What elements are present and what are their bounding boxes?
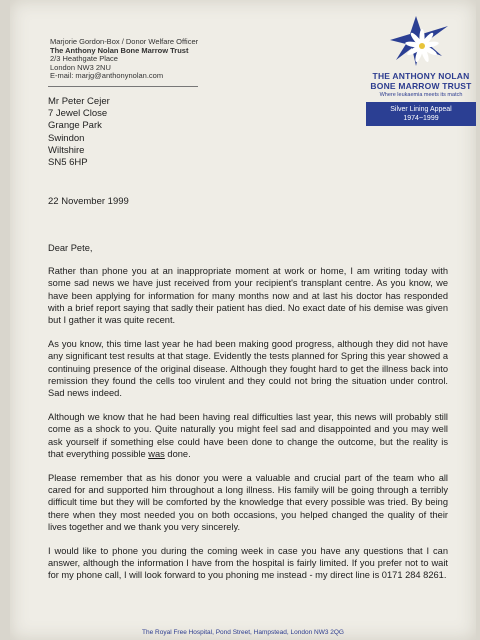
paragraph-3-text: Although we know that he had been having real difficulties last year, this news will probably still come as a shock to you. Quite naturally you might feel sad and disappointed and you may well ask yourself if something else could have been done to change the outcome, but the reality is that everything possible bbox=[48, 412, 448, 459]
paragraph-3 bbox=[48, 411, 448, 460]
sender-block bbox=[50, 38, 198, 81]
header-divider bbox=[48, 86, 198, 87]
trust-name-line1: THE ANTHONY NOLAN bbox=[372, 71, 470, 81]
paragraph-5: I would like to phone you during the coming week in case you have any questions that I can answer, although the information I have from the hospital is fairly limited. If you prefer not to wait for my phone call, I will look forward to you phoning me instead - my direct line is 0171 284 8261. bbox=[48, 546, 448, 581]
sender-address-2: London NW3 2NU bbox=[50, 62, 111, 72]
recipient-county: Wiltshire bbox=[48, 144, 85, 156]
appeal-title: Silver Lining Appeal bbox=[390, 106, 452, 113]
sender-address-1: 2/3 Heathgate Place bbox=[50, 54, 118, 64]
paragraph-3-end: done. bbox=[164, 448, 191, 459]
flower-star-icon bbox=[386, 16, 456, 70]
recipient-postcode: SN5 6HP bbox=[48, 157, 88, 169]
recipient-name: Mr Peter Cejer bbox=[48, 96, 110, 107]
recipient-area: Grange Park bbox=[48, 120, 102, 132]
paragraph-1: Rather than phone you at an inappropriate moment at work or home, I am writing today with some sad news we have just received from your recipient's transplant centre. As you know, we have been applying for information for many months now and at last his doctor has responded with a brief report saying that sadly their patient has died. No exact date of his demise was given but I gather it was quite recent. bbox=[48, 266, 448, 326]
greeting: Dear Pete, bbox=[48, 243, 93, 253]
footer-address: The Royal Free Hospital, Pond Street, Hampstead, London NW3 2QG bbox=[142, 629, 344, 636]
sender-email: E-mail: marjg@anthonynolan.com bbox=[50, 71, 164, 81]
paragraph-2: As you know, this time last year he had been making good progress, although they did not have any significant test results at that stage. Evidently the tests planned for Spring this year showed a continuing presence of the original disease. Although they fought hard to get the illness back into remission they found the cells too virulent and they could not bring the situation under control. Sad news indeed. bbox=[48, 339, 448, 399]
appeal-years: 1974~1999 bbox=[403, 115, 439, 122]
sender-name-role: Marjorie Gordon-Box / Donor Welfare Officer bbox=[50, 37, 199, 46]
trust-name-line2: BONE MARROW TRUST bbox=[370, 80, 472, 91]
recipient-street: 7 Jewel Close bbox=[48, 108, 108, 120]
letter-page bbox=[10, 0, 476, 640]
letter-body bbox=[48, 242, 448, 594]
sender-organisation: The Anthony Nolan Bone Marrow Trust bbox=[50, 45, 189, 55]
trust-logo bbox=[366, 16, 476, 126]
recipient-town: Swindon bbox=[48, 132, 85, 144]
letter-date: 22 November 1999 bbox=[48, 196, 129, 207]
recipient-address bbox=[48, 96, 110, 169]
trust-name bbox=[366, 72, 476, 91]
paragraph-3-emphasis: was bbox=[148, 448, 165, 459]
paragraph-4: Please remember that as his donor you were a valuable and crucial part of the team who all cared for and supported him throughout a long illness. His family will be going through a terribly difficult time but they will be comforted by the knowledge that every possible was tried. By being there when they most needed you on both occasions, you helped changed the quality of their lives together and we thank you very sincerely. bbox=[48, 473, 448, 532]
appeal-badge bbox=[366, 102, 476, 126]
trust-tagline: Where leukaemia meets its match bbox=[379, 92, 463, 98]
